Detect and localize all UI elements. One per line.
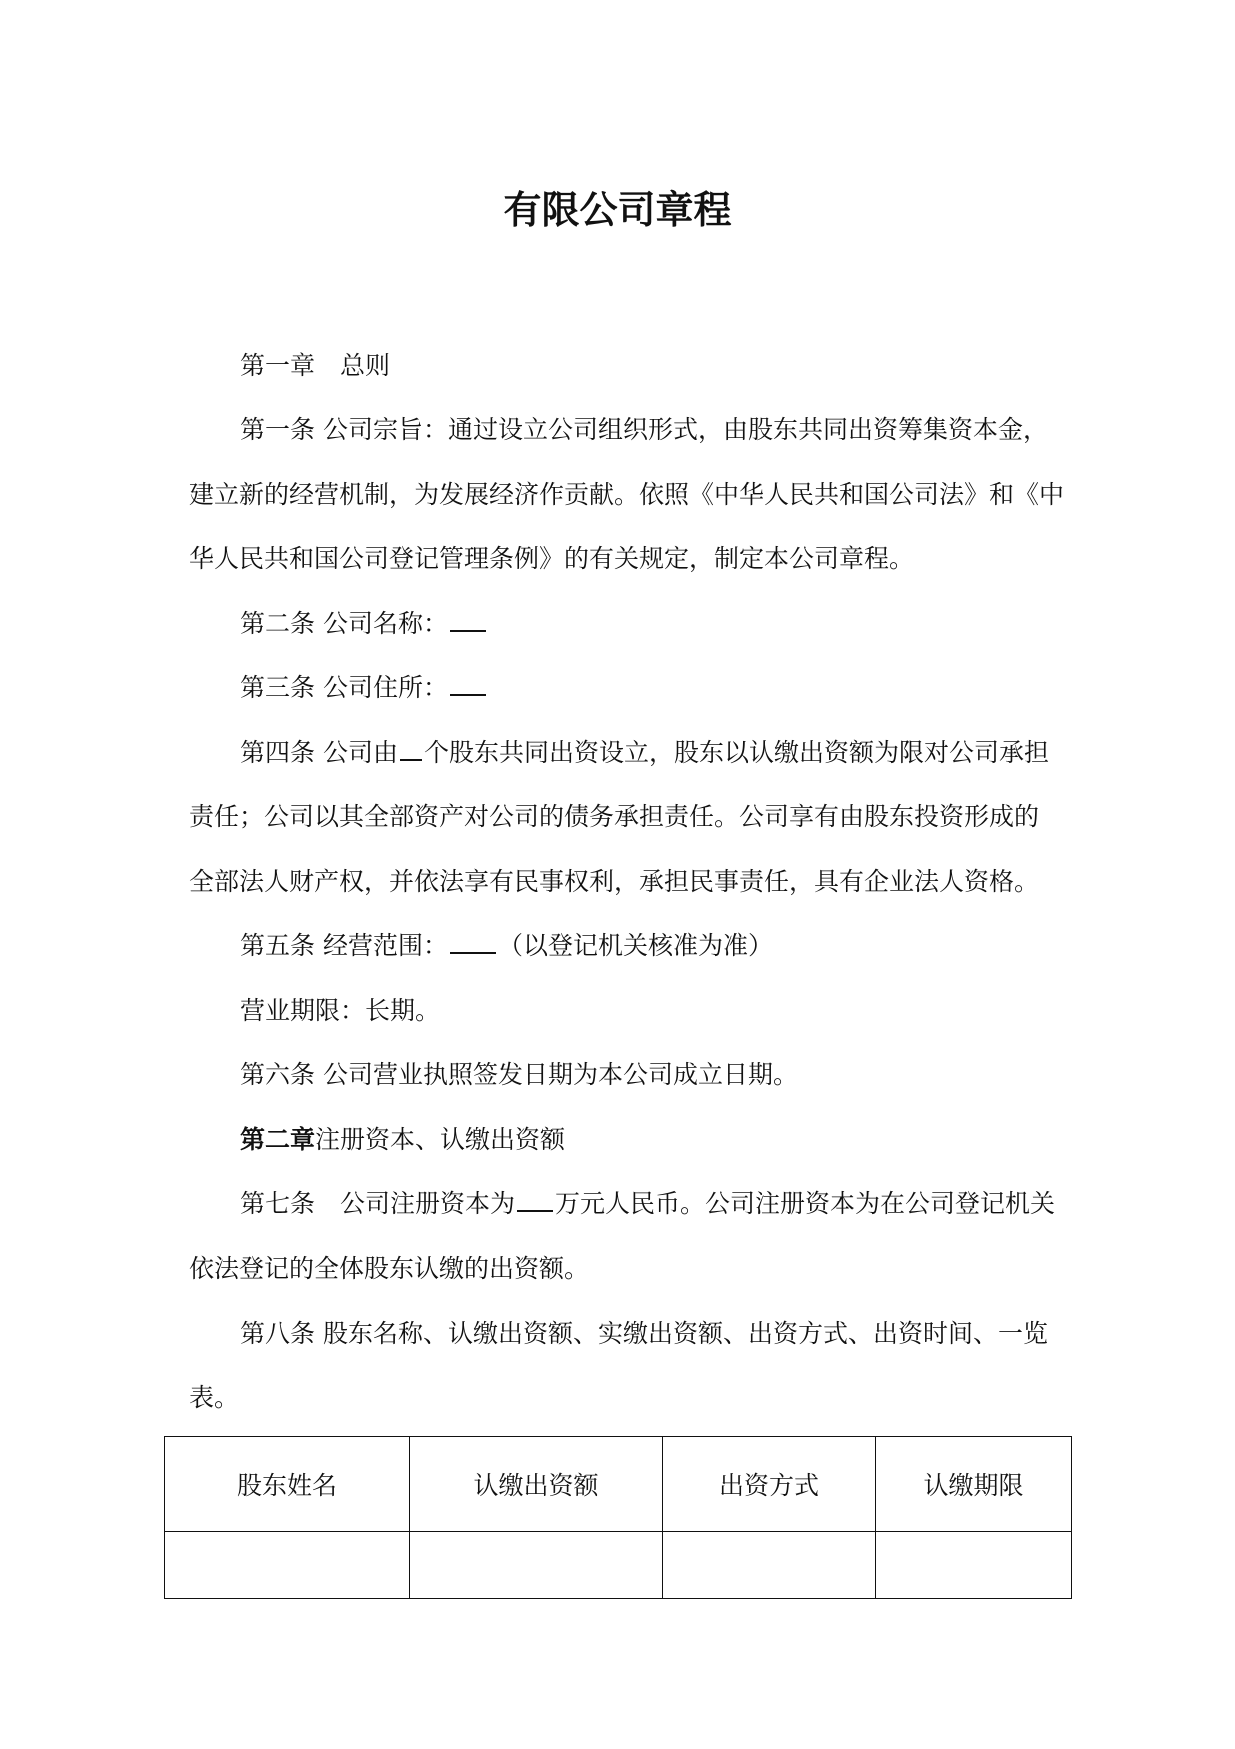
- registered-capital-blank: [517, 1186, 553, 1212]
- article-3: [240, 670, 488, 706]
- article-2-label: 第二条 公司名称：: [240, 609, 448, 638]
- article-5: [240, 928, 773, 964]
- article-1-line-1: 第一条 公司宗旨：通过设立公司组织形式，由股东共同出资筹集资本金，: [240, 415, 1048, 444]
- chapter-2-heading: [240, 1122, 565, 1158]
- article-8-line-2: 表。: [189, 1383, 240, 1412]
- article-4-line-2: 责任；公司以其全部资产对公司的债务承担责任。公司享有由股东投资形成的: [189, 802, 1040, 831]
- table-cell: [410, 1532, 663, 1599]
- article-7-text-a: 第七条 公司注册资本为: [240, 1189, 516, 1218]
- article-7-line-1: [240, 1186, 1055, 1222]
- chapter-1-heading: 第一章 总则: [240, 351, 391, 380]
- article-2: [240, 606, 488, 642]
- table-cell: [663, 1532, 876, 1599]
- shareholder-count-blank: [400, 735, 422, 761]
- article-4-line-3: 全部法人财产权，并依法享有民事权利，承担民事责任，具有企业法人资格。: [189, 867, 1040, 896]
- header-contribution-method: 出资方式: [663, 1437, 876, 1532]
- page-title: 有限公司章程: [503, 187, 732, 232]
- business-term: 营业期限：长期。: [240, 996, 441, 1025]
- header-subscription-term: 认缴期限: [876, 1437, 1072, 1532]
- article-4-line-1: [240, 735, 1049, 771]
- article-4-text-b: 个股东共同出资设立，股东以认缴出资额为限对公司承担: [423, 738, 1049, 767]
- article-4-text-a: 第四条 公司由: [240, 738, 398, 767]
- article-6: 第六条 公司营业执照签发日期为本公司成立日期。: [240, 1060, 798, 1089]
- header-subscribed-capital: 认缴出资额: [410, 1437, 663, 1532]
- header-shareholder-name: 股东姓名: [165, 1437, 410, 1532]
- table-row: [165, 1532, 1072, 1599]
- table-header-row: [165, 1437, 1072, 1532]
- article-1-line-3: 华人民共和国公司登记管理条例》的有关规定，制定本公司章程。: [189, 544, 915, 573]
- article-8-line-1: 第八条 股东名称、认缴出资额、实缴出资额、出资方式、出资时间、一览: [240, 1319, 1048, 1348]
- business-scope-blank: [450, 928, 496, 954]
- chapter-2-title: 注册资本、认缴出资额: [315, 1125, 566, 1154]
- article-1-line-2: 建立新的经营机制，为发展经济作贡献。依照《中华人民共和国公司法》和《中: [189, 480, 1065, 509]
- chapter-2-number: 第二章: [240, 1125, 316, 1154]
- article-5-label: 第五条 经营范围：: [240, 931, 448, 960]
- article-5-note: （以登记机关核准为准）: [497, 931, 773, 960]
- article-7-text-b: 万元人民币。公司注册资本为在公司登记机关: [555, 1189, 1056, 1218]
- company-name-blank: [450, 606, 486, 632]
- table-cell: [876, 1532, 1072, 1599]
- table-cell: [165, 1532, 410, 1599]
- shareholder-table: [164, 1436, 1072, 1599]
- article-7-line-2: 依法登记的全体股东认缴的出资额。: [189, 1254, 590, 1283]
- company-address-blank: [450, 670, 486, 696]
- article-3-label: 第三条 公司住所：: [240, 673, 448, 702]
